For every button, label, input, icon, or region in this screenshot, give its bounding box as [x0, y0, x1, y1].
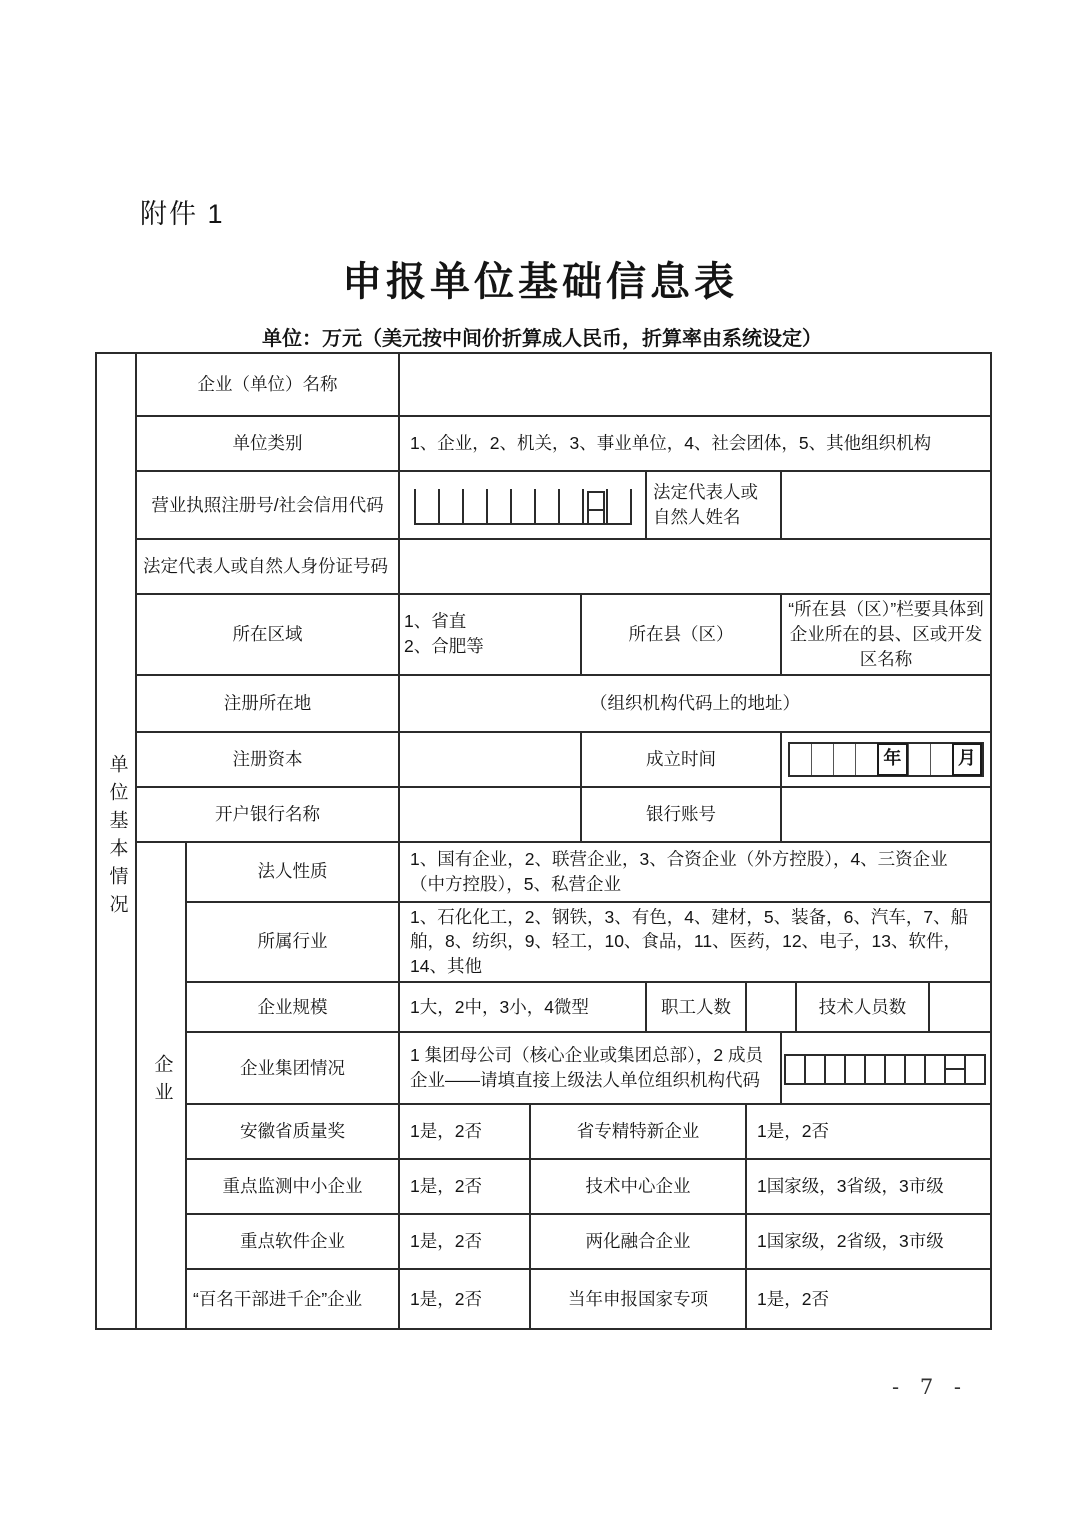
table-row	[96, 1159, 991, 1214]
row-label-key-monitored-sme: 重点监测中小企业	[186, 1159, 399, 1214]
grid-cell	[930, 744, 952, 775]
year-label: 年	[877, 743, 907, 776]
registered-capital-cell	[399, 732, 581, 787]
basic-info-table	[95, 352, 992, 1330]
unit-name-cell	[399, 353, 991, 416]
grid-cell	[904, 1056, 924, 1083]
establish-date-grid	[788, 742, 984, 777]
row-label-bank-name: 开户银行名称	[136, 787, 399, 842]
row-label-unit-category: 单位类别	[136, 416, 399, 471]
grid-cell	[486, 489, 510, 523]
grid-cell-boxed	[582, 489, 606, 523]
table-row	[96, 1104, 991, 1159]
grid-cell	[964, 1056, 984, 1083]
table-row	[96, 902, 991, 983]
legal-rep-name-cell	[781, 471, 991, 539]
county-label: 所在县（区）	[581, 594, 781, 675]
cadres-enterprise-options: 1是，2否	[399, 1269, 530, 1329]
grid-cell	[438, 489, 462, 523]
row-label-group-status: 企业集团情况	[186, 1032, 399, 1104]
org-code-cell	[781, 1032, 991, 1104]
grid-cell	[790, 744, 811, 775]
table-row	[96, 787, 991, 842]
id-number-cell	[399, 539, 991, 594]
row-label-enterprise-scale: 企业规模	[186, 982, 399, 1032]
attachment-label: 附件 1	[140, 199, 225, 229]
staff-count-label: 职工人数	[646, 982, 746, 1032]
credit-code-grid	[414, 489, 632, 525]
specialized-enterprise-options: 1是，2否	[746, 1104, 991, 1159]
grid-cell	[908, 744, 930, 775]
staff-count-cell	[746, 982, 796, 1032]
national-project-label: 当年申报国家专项	[530, 1269, 746, 1329]
page-number: - 7 -	[892, 1375, 968, 1399]
legal-nature-options: 1、国有企业，2、联营企业，3、合资企业（外方控股），4、三资企业（中方控股），5、私营企业	[399, 842, 991, 902]
registered-address-cell: （组织机构代码上的地址）	[399, 675, 991, 732]
row-label-id-number: 法定代表人或自然人身份证号码	[136, 539, 399, 594]
bank-account-cell	[781, 787, 991, 842]
table-row	[96, 675, 991, 732]
specialized-enterprise-label: 省专精特新企业	[530, 1104, 746, 1159]
industry-options: 1、石化化工，2、钢铁，3、有色，4、建材，5、装备，6、汽车，7、船舶，8、纺织，9、轻工，10、食品，11、医药，12、电子，13、软件，14、其他	[399, 902, 991, 983]
grid-cell	[462, 489, 486, 523]
row-label-key-software: 重点软件企业	[186, 1214, 399, 1269]
grid-cell	[844, 1056, 864, 1083]
group-label-enterprise	[136, 842, 186, 1330]
table-row	[96, 982, 991, 1032]
integration-enterprise-options: 1国家级，2省级，3市级	[746, 1214, 991, 1269]
key-software-options: 1是，2否	[399, 1214, 530, 1269]
table-row	[96, 471, 991, 539]
table-row	[96, 539, 991, 594]
region-options	[399, 594, 581, 675]
grid-cell	[414, 489, 438, 523]
month-label: 月	[952, 743, 982, 776]
group-label-unit-basic-text: 单位基本情况	[106, 753, 128, 922]
region-option-1: 1、省直	[404, 611, 467, 632]
grid-cell	[864, 1056, 884, 1083]
group-label-enterprise-text: 企业	[151, 1053, 173, 1110]
grid-cell	[924, 1056, 944, 1083]
unit-note: 单位：万元（美元按中间价折算成人民币，折算率由系统设定）	[262, 328, 822, 350]
table-row	[96, 732, 991, 787]
enterprise-scale-options: 1大，2中，3小，4微型	[399, 982, 646, 1032]
grid-cell	[534, 489, 558, 523]
quality-award-options: 1是，2否	[399, 1104, 530, 1159]
key-monitored-sme-options: 1是，2否	[399, 1159, 530, 1214]
table-row	[96, 416, 991, 471]
table-row	[96, 1269, 991, 1329]
tech-count-label: 技术人员数	[796, 982, 929, 1032]
table-row	[96, 1214, 991, 1269]
national-project-options: 1是，2否	[746, 1269, 991, 1329]
org-code-grid	[784, 1054, 986, 1085]
row-label-legal-rep-name: 法定代表人或自然人姓名	[646, 471, 781, 539]
grid-cell-dash	[944, 1056, 964, 1083]
integration-enterprise-label: 两化融合企业	[530, 1214, 746, 1269]
grid-cell	[811, 744, 833, 775]
table-row	[96, 594, 991, 675]
table-row	[96, 1032, 991, 1104]
tech-center-options: 1国家级，3省级，3市级	[746, 1159, 991, 1214]
grid-cell	[824, 1056, 844, 1083]
row-label-unit-name: 企业（单位）名称	[136, 353, 399, 416]
grid-cell	[833, 744, 855, 775]
row-label-license-code: 营业执照注册号/社会信用代码	[136, 471, 399, 539]
grid-cell	[606, 489, 630, 523]
credit-code-cell	[399, 471, 646, 539]
row-label-quality-award: 安徽省质量奖	[186, 1104, 399, 1159]
grid-cell	[510, 489, 534, 523]
bank-name-cell	[399, 787, 581, 842]
row-label-industry: 所属行业	[186, 902, 399, 983]
row-label-registered-address: 注册所在地	[136, 675, 399, 732]
grid-cell	[804, 1056, 824, 1083]
tech-count-cell	[929, 982, 991, 1032]
bank-account-label: 银行账号	[581, 787, 781, 842]
unit-category-options: 1、企业，2、机关，3、事业单位，4、社会团体，5、其他组织机构	[399, 416, 991, 471]
row-label-cadres-enterprise: “百名干部进千企”企业	[186, 1269, 399, 1329]
group-status-options: 1 集团母公司（核心企业或集团总部），2 成员企业——请填直接上级法人单位组织机构代码	[399, 1032, 781, 1104]
row-label-legal-nature: 法人性质	[186, 842, 399, 902]
grid-cell	[558, 489, 582, 523]
grid-cell	[855, 744, 877, 775]
group-label-unit-basic	[96, 353, 136, 1329]
establish-date-cell	[781, 732, 991, 787]
tech-center-label: 技术中心企业	[530, 1159, 746, 1214]
table-row	[96, 353, 991, 416]
county-note: “所在县（区）”栏要具体到企业所在的县、区或开发区名称	[781, 594, 991, 675]
row-label-region: 所在区域	[136, 594, 399, 675]
establish-date-label: 成立时间	[581, 732, 781, 787]
row-label-registered-capital: 注册资本	[136, 732, 399, 787]
table-row	[96, 842, 991, 902]
grid-cell	[884, 1056, 904, 1083]
page-title: 申报单位基础信息表	[342, 258, 738, 305]
grid-cell	[786, 1056, 804, 1083]
region-option-2: 2、合肥等	[404, 636, 484, 657]
